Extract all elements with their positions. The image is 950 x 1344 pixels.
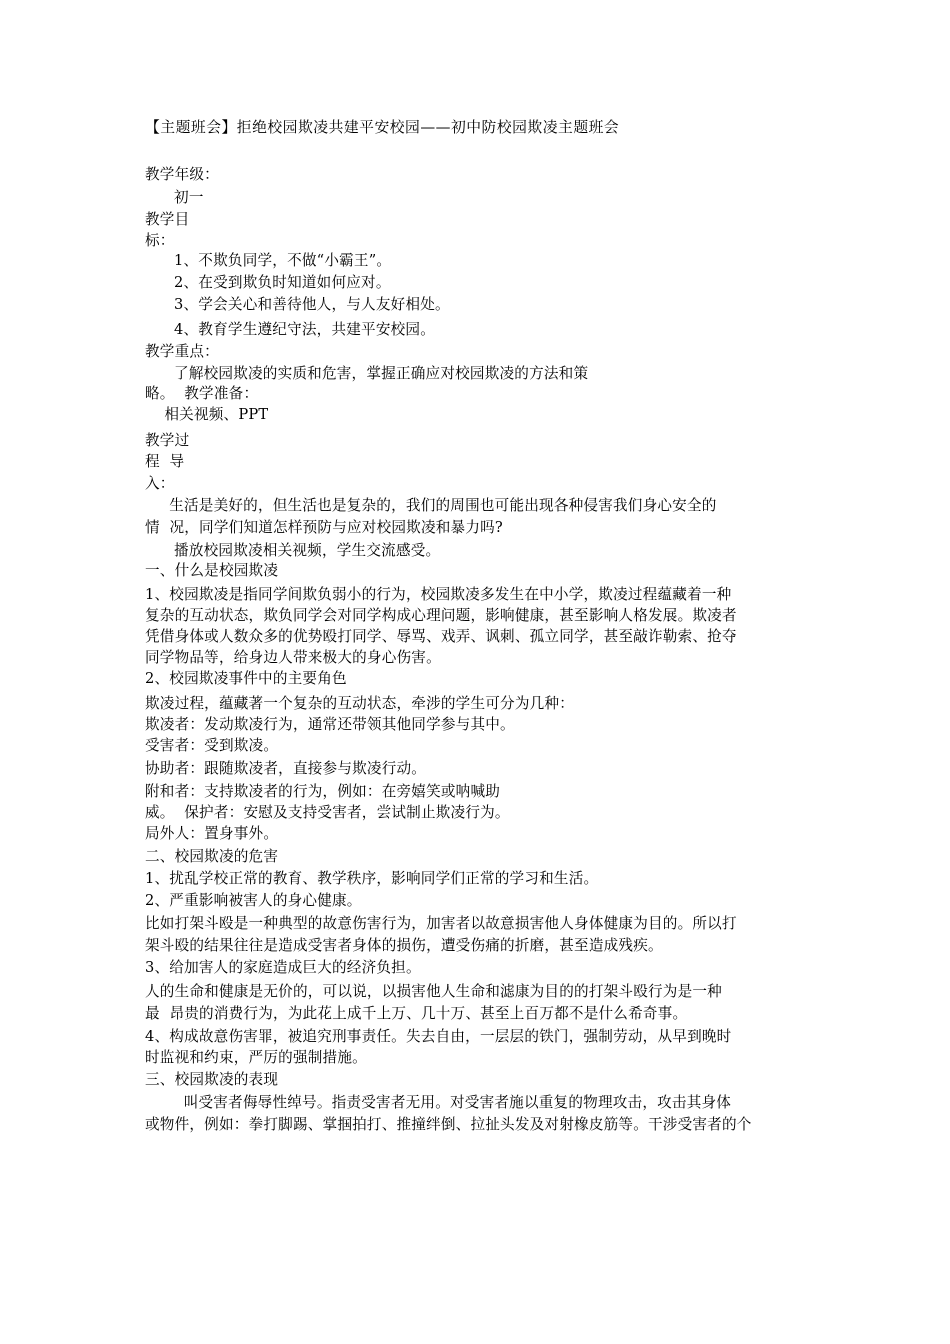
section-heading: 教学重点：: [145, 343, 219, 360]
text-line: 凭借身体或人数众多的优势殴打同学、辱骂、戏弄、讽刺、孤立同学，甚至敲诈勒索、抢夺: [145, 628, 737, 645]
section-heading: 三、校园欺凌的表现: [145, 1071, 279, 1088]
document-title: 【主题班会】拒绝校园欺凌共建平安校园——初中防校园欺凌主题班会: [145, 119, 620, 136]
text-line: 2、在受到欺负时知道如何应对。: [145, 274, 391, 291]
text-line: 3、给加害人的家庭造成巨大的经济负担。: [145, 959, 421, 976]
text-line: 2、校园欺凌事件中的主要角色: [145, 670, 347, 687]
text-line: 1、扰乱学校正常的教育、教学秩序，影响同学们正常的学习和生活。: [145, 870, 599, 887]
text-line: 播放校园欺凌相关视频，学生交流感受。: [145, 542, 441, 559]
text-line: 4、构成故意伤害罪，被追究刑事责任。失去自由，一层层的铁门，强制劳动，从早到晚时: [145, 1028, 732, 1045]
text-line: 协助者：跟随欺凌者，直接参与欺凌行动。: [145, 760, 427, 777]
text-line: 局外人：置身事外。: [145, 825, 279, 842]
text-line: 4、教育学生遵纪守法，共建平安校园。: [145, 321, 436, 338]
text-line: 受害者：受到欺凌。: [145, 737, 279, 754]
text-line: 最 昂贵的消费行为，为此花上成千上万、几十万、甚至上百万都不是什么希奇事。: [145, 1005, 688, 1022]
text-line: 略。 教学准备：: [145, 385, 259, 402]
text-line: 或物件，例如：拳打脚踢、掌掴拍打、推撞绊倒、拉扯头发及对射橡皮筋等。干涉受害者的个: [145, 1116, 752, 1133]
text-line: 2、严重影响被害人的身心健康。: [145, 892, 362, 909]
text-line: 叫受害者侮辱性绰号。指责受害者无用。对受害者施以重复的物理攻击，攻击其身体: [145, 1094, 732, 1111]
text-line: 人的生命和健康是无价的，可以说，以损害他人生命和滤康为目的的打架斗殴行为是一种: [145, 983, 722, 1000]
text-line: 程 导: [145, 453, 185, 470]
text-line: 1、校园欺凌是指同学间欺负弱小的行为，校园欺凌多发生在中小学，欺凌过程蕴藏着一种: [145, 586, 732, 603]
text-line: 欺凌过程，蕴藏著一个复杂的互动状态，牵涉的学生可分为几种：: [145, 695, 575, 712]
text-line: 时监视和约束，严厉的强制措施。: [145, 1049, 367, 1066]
text-line: 架斗殴的结果往往是造成受害者身体的损伤，遭受伤痛的折磨，甚至造成残疾。: [145, 937, 663, 954]
text-line: 复杂的互动状态，欺负同学会对同学构成心理问题，影响健康，甚至影响人格发展。欺凌者: [145, 607, 737, 624]
text-line: 威。 保护者：安慰及支持受害者，尝试制止欺凌行为。: [145, 804, 510, 821]
text-line: 入：: [145, 475, 175, 492]
text-line: 比如打架斗殴是一种典型的故意伤害行为，加害者以故意损害他人身体健康为目的。所以打: [145, 915, 737, 932]
section-heading: 一、什么是校园欺凌: [145, 562, 279, 579]
text-line: 附和者：支持欺凌者的行为，例如：在旁嬉笑或呐喊助: [145, 783, 501, 800]
text-line: 同学物品等，给身边人带来极大的身心伤害。: [145, 649, 441, 666]
text-line: 1、不欺负同学，不做“小霸王”。: [145, 252, 392, 269]
text-line: 相关视频、PPT: [145, 406, 269, 423]
text-line: 了解校园欺凌的实质和危害，掌握正确应对校园欺凌的方法和策: [145, 365, 589, 382]
text-line: 教学过: [145, 432, 190, 449]
text-line: 3、学会关心和善待他人，与人友好相处。: [145, 296, 450, 313]
text-line: 初一: [145, 189, 204, 206]
section-heading: 二、校园欺凌的危害: [145, 848, 279, 865]
text-line: 教学年级：: [145, 166, 219, 183]
text-line: 生活是美好的，但生活也是复杂的，我们的周围也可能出现各种侵害我们身心安全的: [145, 497, 717, 514]
text-line: 标：: [145, 232, 175, 249]
text-line: 情 况，同学们知道怎样预防与应对校园欺凌和暴力吗?: [145, 519, 503, 536]
text-line: 教学目: [145, 211, 190, 228]
text-line: 欺凌者：发动欺凌行为，通常还带领其他同学参与其中。: [145, 716, 515, 733]
